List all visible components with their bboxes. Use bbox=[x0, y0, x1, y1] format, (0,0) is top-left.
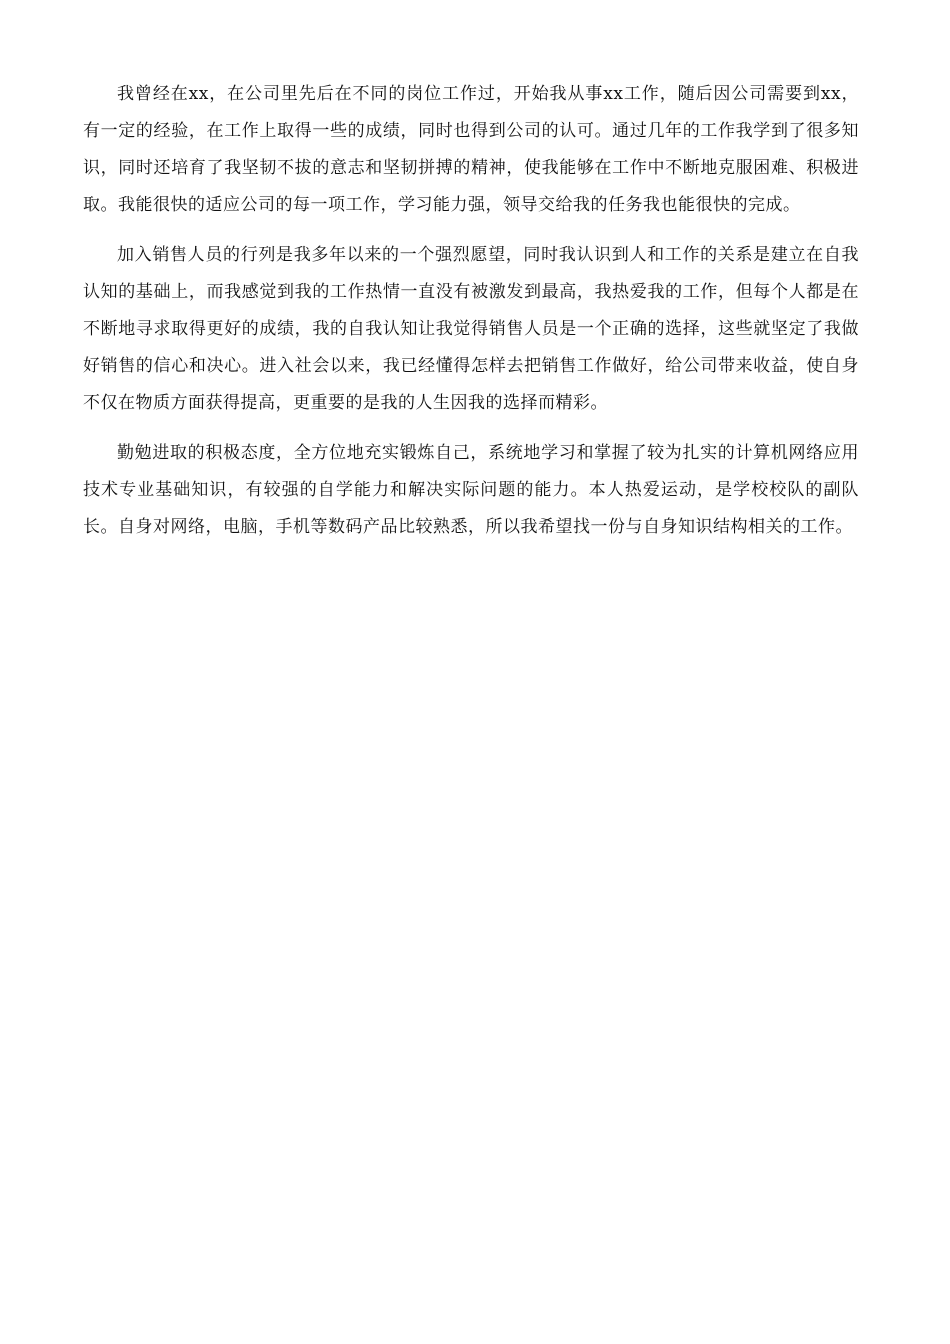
paragraph-1: 我曾经在xx，在公司里先后在不同的岗位工作过，开始我从事xx工作，随后因公司需要到xx，有一定的经验，在工作上取得一些的成绩，同时也得到公司的认可。通过几年的工作我学到了很多知识，同时还培育了我坚韧不拔的意志和坚韧拼搏的精神，使我能够在工作中不断地克服困难、积极进取。我能很快的适应公司的每一项工作，学习能力强，领导交给我的任务我也能很快的完成。 bbox=[83, 84, 859, 215]
paragraph-2: 加入销售人员的行列是我多年以来的一个强烈愿望，同时我认识到人和工作的关系是建立在自我认知的基础上，而我感觉到我的工作热情一直没有被激发到最高，我热爱我的工作，但每个人都是在不断地寻求取得更好的成绩，我的自我认知让我觉得销售人员是一个正确的选择，这些就坚定了我做好销售的信心和决心。进入社会以来，我已经懂得怎样去把销售工作做好，给公司带来收益，使自身不仅在物质方面获得提高，更重要的是我的人生因我的选择而精彩。 bbox=[83, 245, 859, 413]
paragraph-3: 勤勉进取的积极态度，全方位地充实锻炼自己，系统地学习和掌握了较为扎实的计算机网络应用技术专业基础知识，有较强的自学能力和解决实际问题的能力。本人热爱运动，是学校校队的副队长。自身对网络，电脑，手机等数码产品比较熟悉，所以我希望找一份与自身知识结构相关的工作。 bbox=[83, 443, 859, 537]
document-body bbox=[83, 76, 859, 559]
